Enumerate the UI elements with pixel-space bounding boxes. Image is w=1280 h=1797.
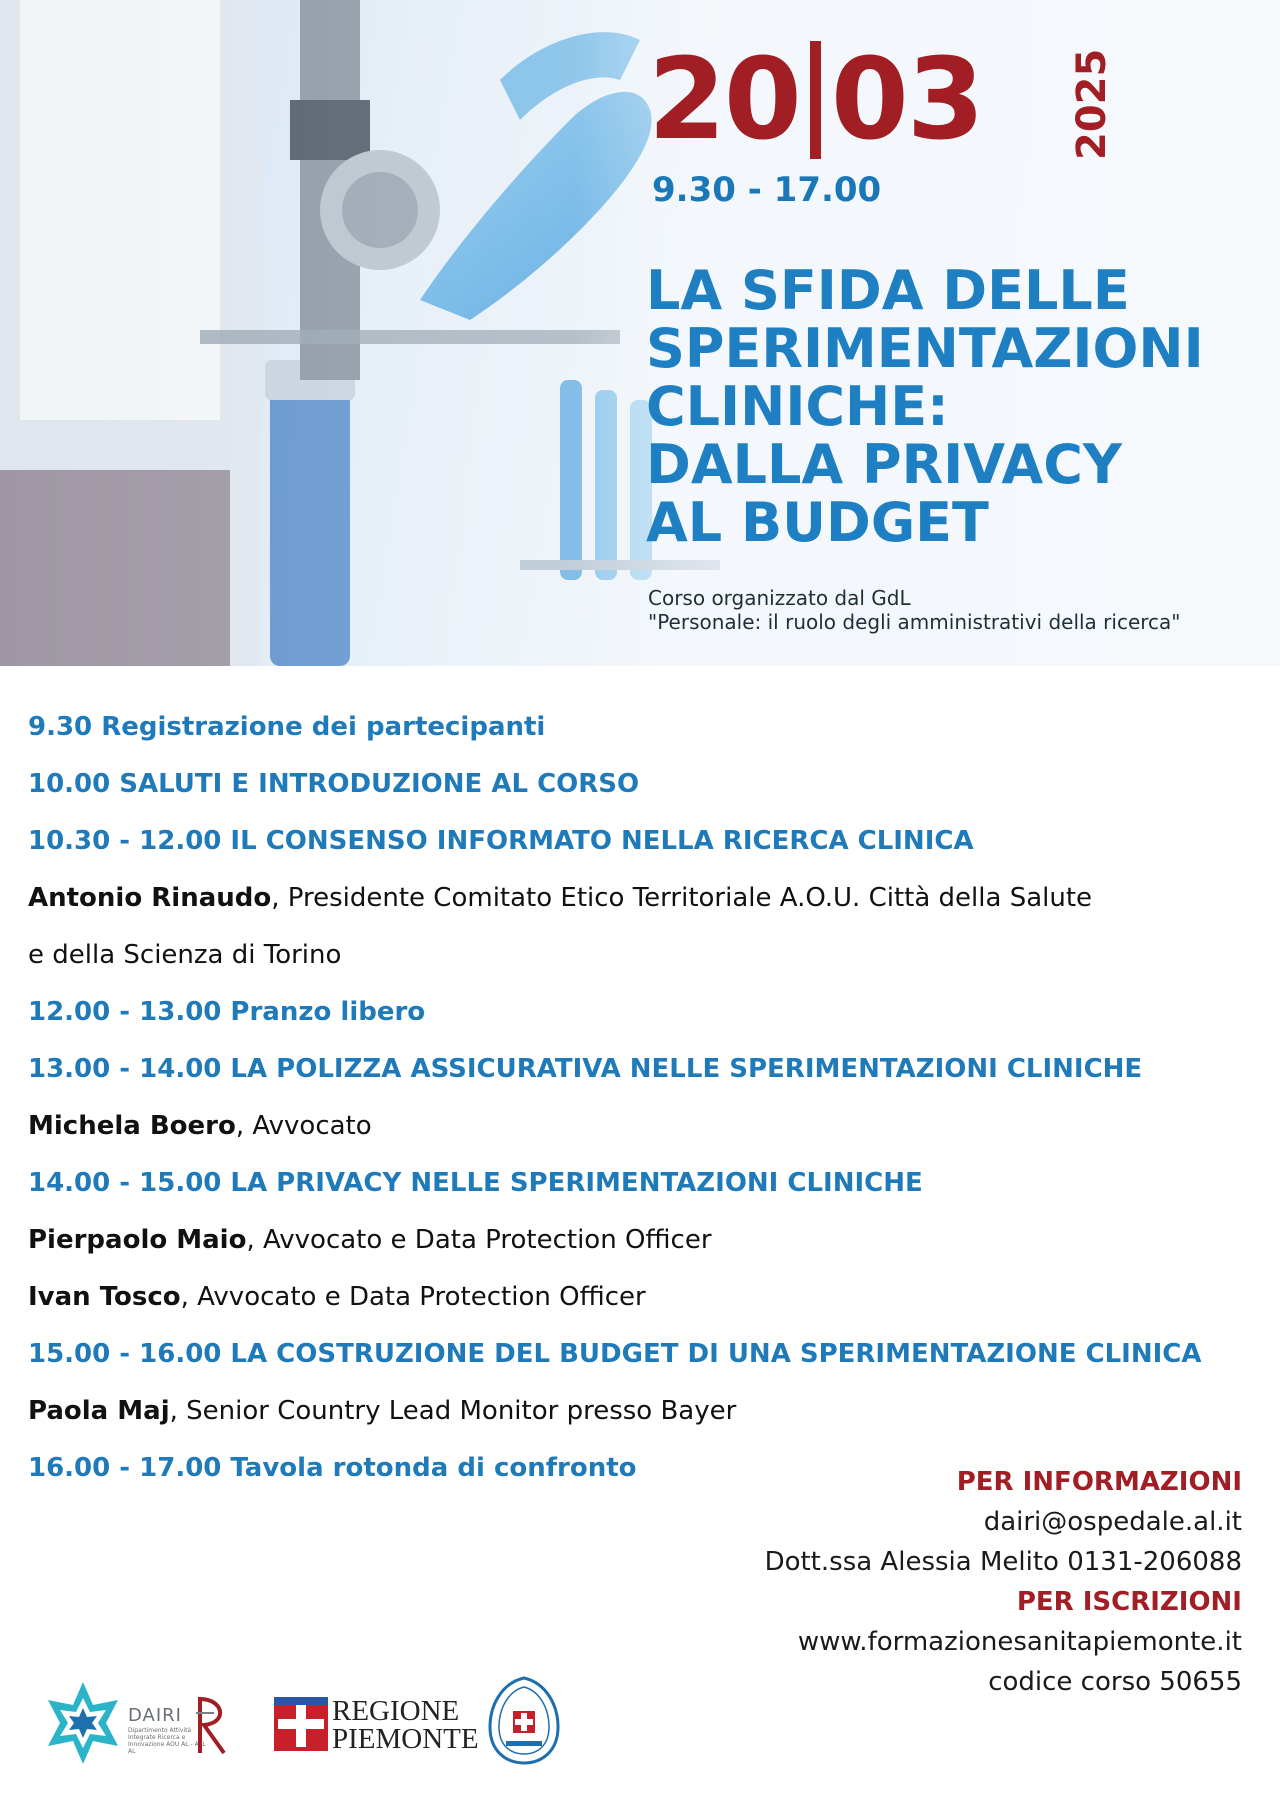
website-link[interactable]: www.formazionesanitapiemonte.it <box>797 1627 1242 1657</box>
event-date <box>648 35 983 165</box>
regione-piemonte-logo-text <box>332 1697 479 1753</box>
speaker-name: Ivan Tosco <box>28 1282 181 1312</box>
title-line: CLINICHE: <box>646 375 949 438</box>
regione-line: PIEMONTE <box>332 1723 479 1755</box>
speaker-name: Paola Maj <box>28 1396 170 1426</box>
organizer-note <box>648 586 1180 634</box>
azienda-zero-crest-icon <box>486 1675 562 1767</box>
signup-heading: PER ISCRIZIONI <box>1016 1587 1242 1617</box>
title-line: LA SFIDA DELLE <box>646 259 1130 322</box>
program-session: 10.00 SALUTI E INTRODUZIONE AL CORSO <box>28 769 640 799</box>
contact-person: Dott.ssa Alessia Melito 0131-206088 <box>764 1547 1242 1577</box>
program-speaker <box>28 876 1268 933</box>
speaker-role: , Avvocato e Data Protection Officer <box>246 1225 712 1255</box>
program-session: 10.30 - 12.00 IL CONSENSO INFORMATO NELLA RICERCA CLINICA <box>28 826 974 856</box>
date-year: 2025 <box>1069 48 1115 160</box>
speaker-role: , Senior Country Lead Monitor presso Bayer <box>169 1396 737 1426</box>
ricerca-r-logo-icon <box>194 1693 234 1757</box>
title-line: SPERIMENTAZIONI <box>646 317 1204 380</box>
program-session: 12.00 - 13.00 Pranzo libero <box>28 997 426 1027</box>
speaker-name: Pierpaolo Maio <box>28 1225 247 1255</box>
program-speaker <box>28 1104 1268 1161</box>
program-session: 16.00 - 17.00 Tavola rotonda di confronto <box>28 1453 637 1483</box>
info-heading: PER INFORMAZIONI <box>956 1467 1242 1497</box>
course-code: codice corso 50655 <box>988 1667 1242 1697</box>
program-speaker <box>28 1389 1268 1446</box>
dairi-logo-text: DAIRI <box>128 1705 182 1726</box>
date-month: 03 <box>830 35 983 165</box>
title-line: AL BUDGET <box>646 491 989 554</box>
date-day: 20 <box>648 35 800 165</box>
title-line: DALLA PRIVACY <box>646 433 1122 496</box>
regione-line: REGIONE <box>332 1695 460 1727</box>
dairi-logo-subtitle: Dipartimento Attività Integrate Ricerca e Innovazione AOU AL - ASL AL <box>128 1727 206 1755</box>
program-session: 15.00 - 16.00 LA COSTRUZIONE DEL BUDGET DI UNA SPERIMENTAZIONE CLINICA <box>28 1339 1202 1369</box>
speaker-name: Michela Boero <box>28 1111 236 1141</box>
program-session: 14.00 - 15.00 LA PRIVACY NELLE SPERIMENTAZIONI CLINICHE <box>28 1168 923 1198</box>
speaker-name: Antonio Rinaudo <box>28 883 272 913</box>
organizer-line: "Personale: il ruolo degli amministrativi della ricerca" <box>648 610 1181 634</box>
program-speaker <box>28 1218 1268 1275</box>
organizer-line: Corso organizzato dal GdL <box>648 586 911 610</box>
dairi-star-logo-icon <box>40 1680 126 1766</box>
program-speaker <box>28 1275 1268 1332</box>
speaker-role: , Avvocato <box>235 1111 372 1141</box>
program-list <box>28 705 1268 1503</box>
speaker-role-continuation: e della Scienza di Torino <box>28 940 342 970</box>
regione-piemonte-flag-icon <box>274 1697 328 1751</box>
date-separator <box>810 41 821 159</box>
email-link[interactable]: dairi@ospedale.al.it <box>983 1507 1242 1537</box>
event-hours: 9.30 - 17.00 <box>652 170 882 210</box>
program-session: 9.30 Registrazione dei partecipanti <box>28 712 546 742</box>
speaker-role: , Avvocato e Data Protection Officer <box>180 1282 646 1312</box>
contact-info <box>765 1462 1242 1702</box>
speaker-role: , Presidente Comitato Etico Territoriale A.O.U. Città della Salute <box>271 883 1093 913</box>
hero-banner <box>0 0 1280 666</box>
program-session: 13.00 - 14.00 LA POLIZZA ASSICURATIVA NELLE SPERIMENTAZIONI CLINICHE <box>28 1054 1143 1084</box>
event-title <box>646 259 1266 554</box>
